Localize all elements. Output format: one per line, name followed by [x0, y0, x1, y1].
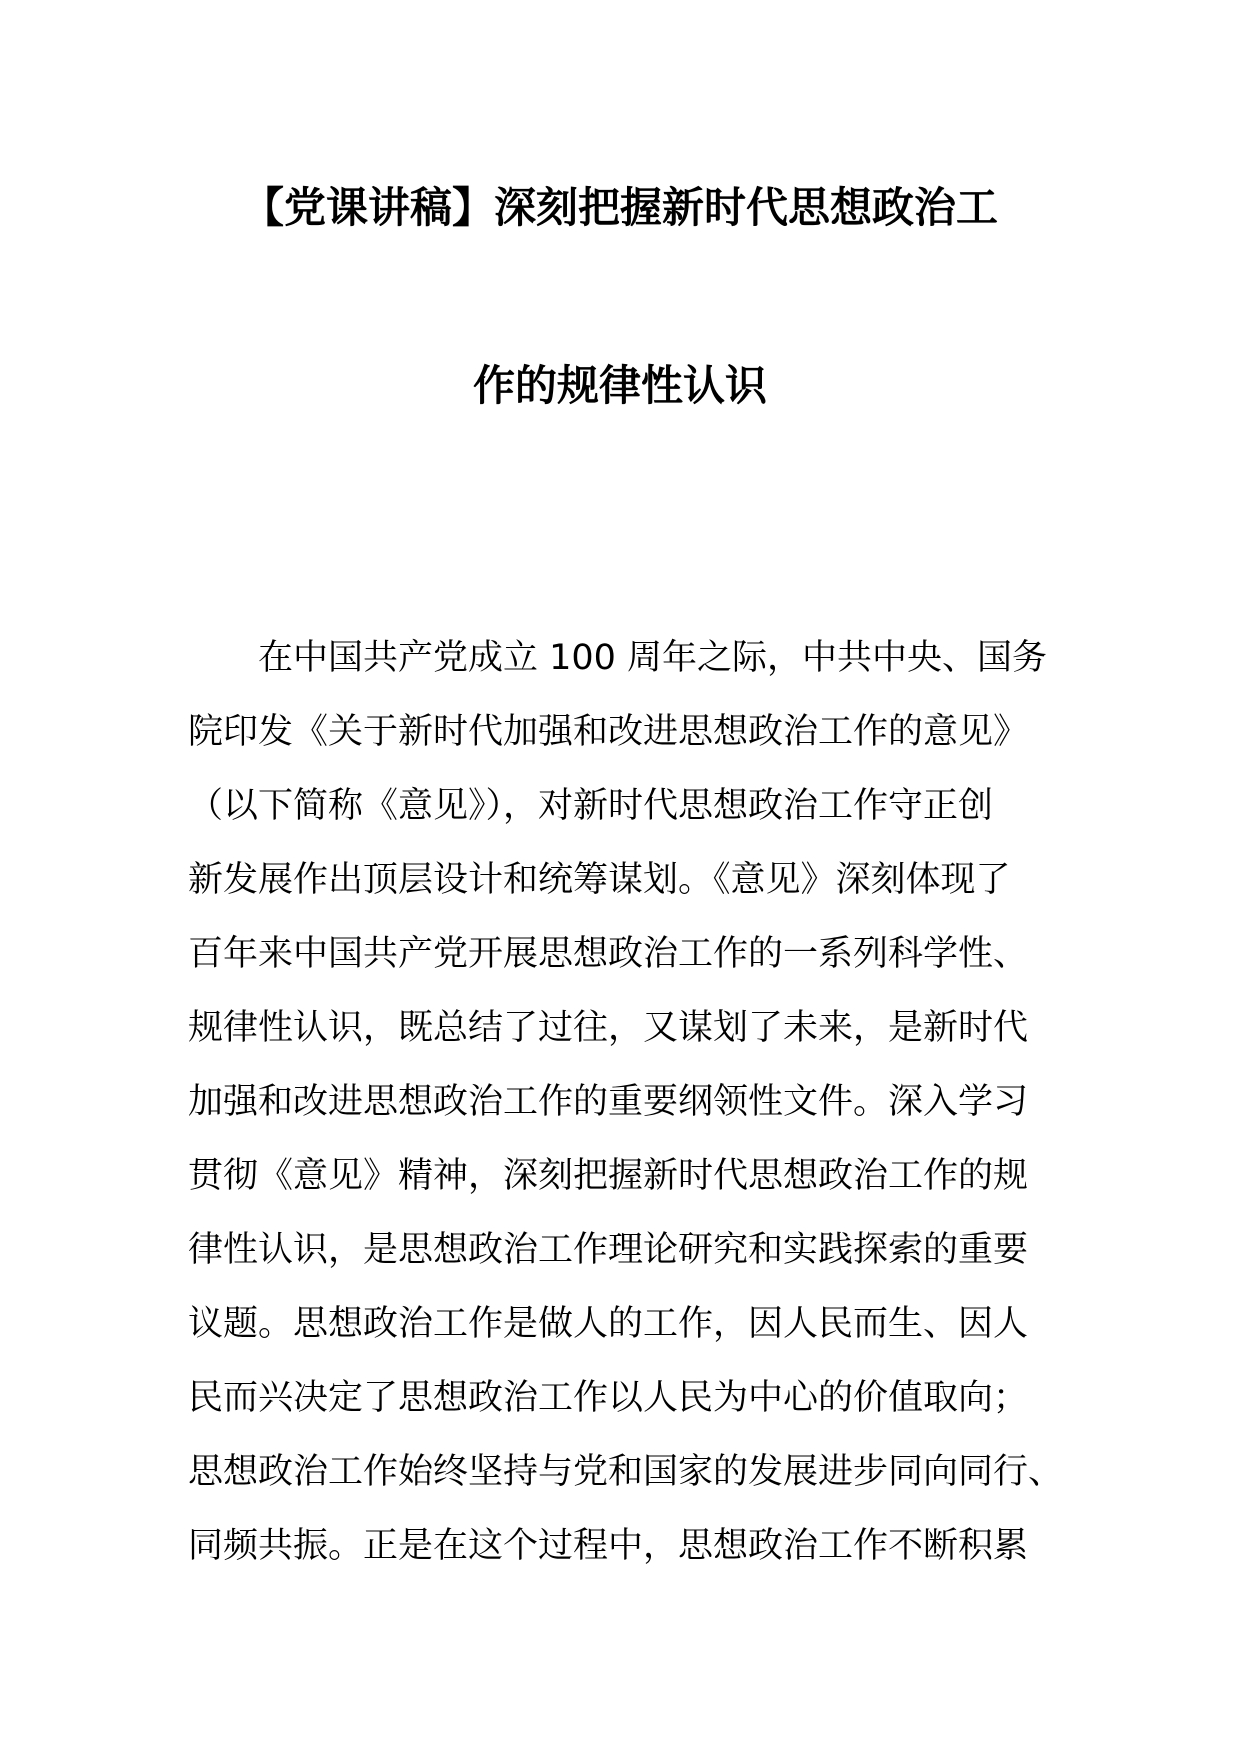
body-text-line-7: 加强和改进思想政治工作的重要纲领性文件。深入学习	[188, 1082, 1029, 1122]
body-text-line-8: 贯彻《意见》精神，深刻把握新时代思想政治工作的规	[188, 1156, 1029, 1196]
body-text-line-4: 新发展作出顶层设计和统筹谋划。《意见》深刻体现了	[188, 860, 1011, 900]
body-text-line-6: 规律性认识，既总结了过往，又谋划了未来，是新时代	[188, 1008, 1029, 1048]
body-text-line-11: 民而兴决定了思想政治工作以人民为中心的价值取向；	[188, 1378, 1029, 1418]
body-text-line-9: 律性认识，是思想政治工作理论研究和实践探索的重要	[188, 1230, 1029, 1270]
body-text-line-12: 思想政治工作始终坚持与党和国家的发展进步同向同行、	[188, 1452, 1064, 1492]
body-text-line-2: 院印发《关于新时代加强和改进思想政治工作的意见》	[188, 712, 1029, 752]
document-title-line-2: 作的规律性认识	[472, 361, 767, 410]
body-text-line-1: 在中国共产党成立 100 周年之际，中共中央、国务	[258, 638, 1048, 678]
body-text-line-13: 同频共振。正是在这个过程中，思想政治工作不断积累	[188, 1526, 1029, 1566]
body-text-line-5: 百年来中国共产党开展思想政治工作的一系列科学性、	[188, 934, 1029, 974]
body-text-line-3: （以下简称《意见》），对新时代思想政治工作守正创	[188, 786, 994, 826]
document-title-line-1: 【党课讲稿】深刻把握新时代思想政治工	[241, 183, 998, 232]
body-text-line-10: 议题。思想政治工作是做人的工作，因人民而生、因人	[188, 1304, 1029, 1344]
